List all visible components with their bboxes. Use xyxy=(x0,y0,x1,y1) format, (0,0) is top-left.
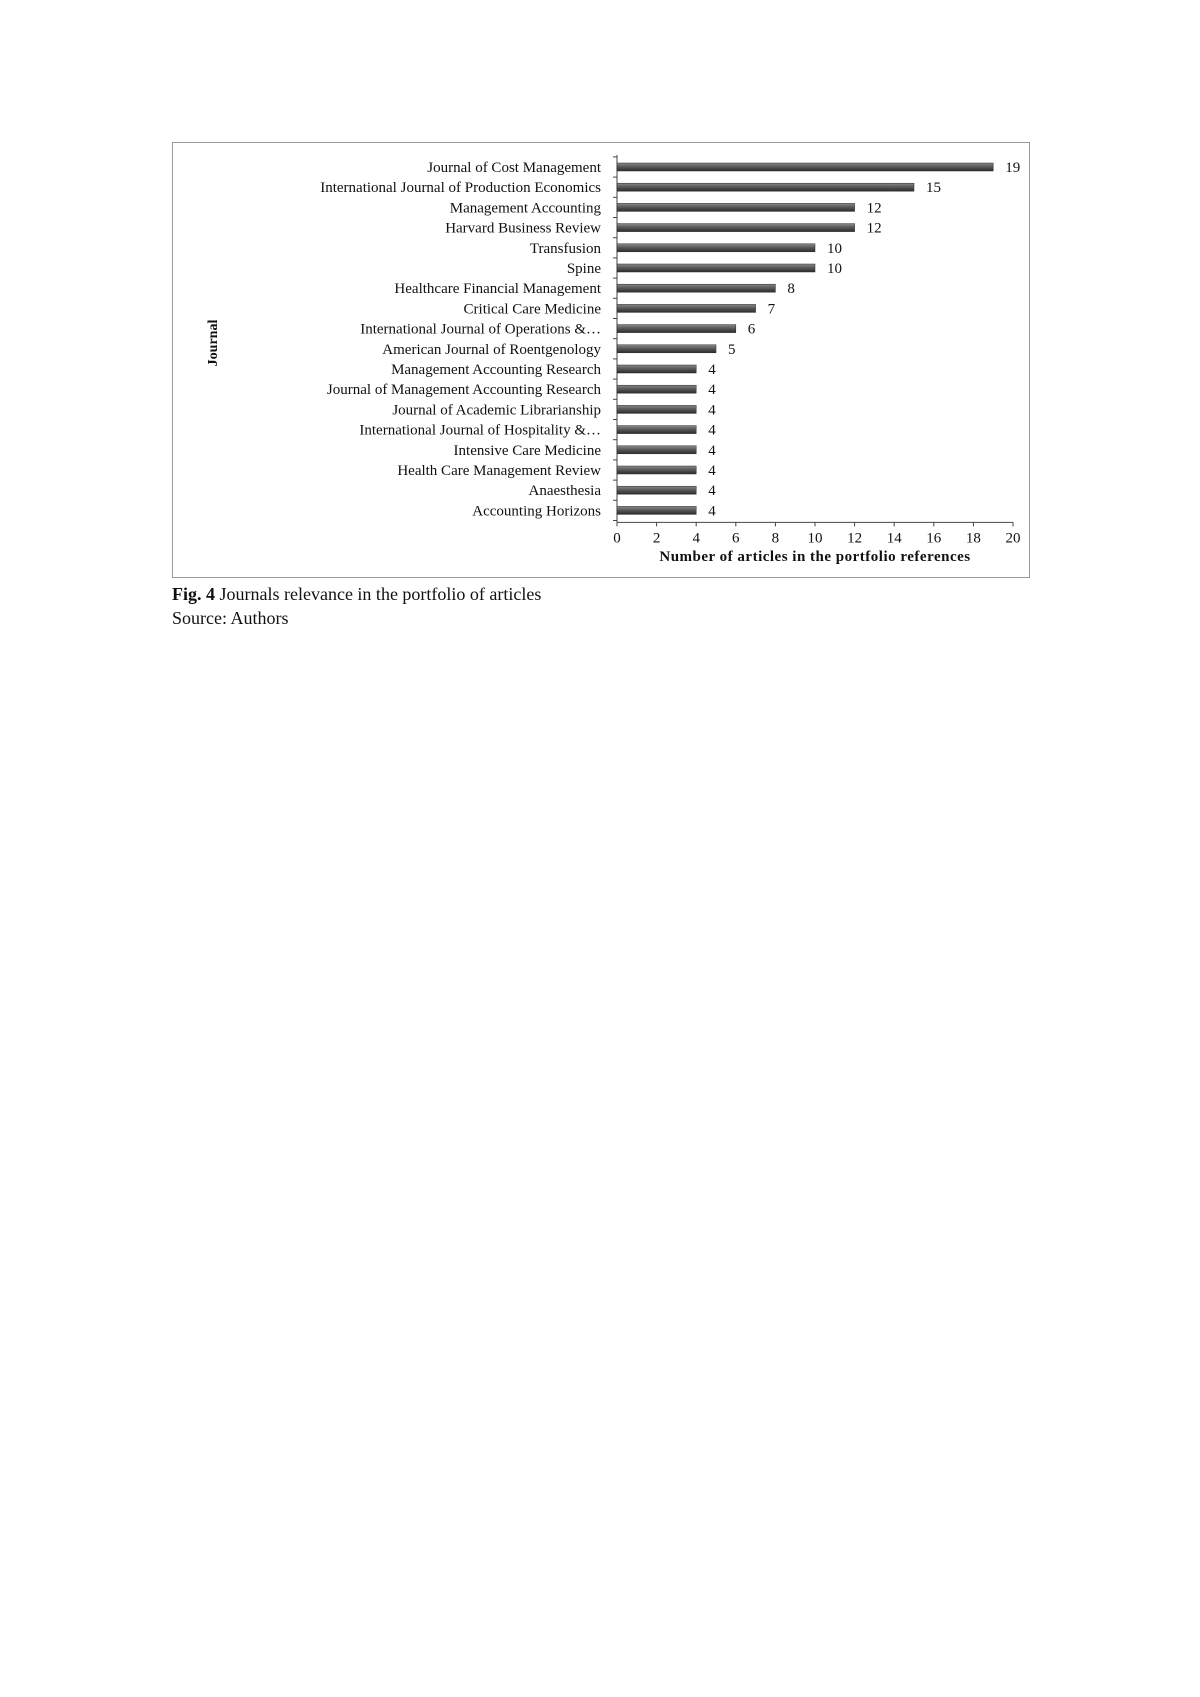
data-label: 6 xyxy=(747,321,756,338)
x-tick-label: 0 xyxy=(613,530,621,547)
x-tick-label: 10 xyxy=(807,530,823,547)
category-label: International Journal of Operations &… xyxy=(360,321,601,338)
data-label: 7 xyxy=(767,301,776,318)
category-label: Health Care Management Review xyxy=(397,463,601,479)
data-label: 4 xyxy=(708,483,716,500)
category-label: Spine xyxy=(566,261,601,277)
bar xyxy=(617,163,993,171)
data-label: 4 xyxy=(708,442,716,459)
x-tick-label: 18 xyxy=(965,530,981,547)
category-label: Accounting Horizons xyxy=(472,503,601,520)
x-axis-title: Number of articles in the portfolio references xyxy=(659,549,971,565)
category-label: Anaesthesia xyxy=(528,483,601,500)
figure-caption-text: Journals relevance in the portfolio of articles xyxy=(219,584,542,604)
x-tick-label: 8 xyxy=(771,530,780,547)
bar xyxy=(617,345,716,353)
bar xyxy=(617,446,696,454)
category-label: Critical Care Medicine xyxy=(463,301,601,318)
x-tick-label: 2 xyxy=(652,530,661,547)
data-label: 4 xyxy=(708,503,716,520)
category-label: American Journal of Roentgenology xyxy=(382,341,601,358)
figure-source: Source: Authors xyxy=(172,608,289,628)
x-tick-label: 12 xyxy=(847,530,863,547)
bar xyxy=(617,365,696,373)
data-label: 5 xyxy=(728,341,736,358)
data-label: 12 xyxy=(866,220,882,237)
category-label: Journal of Cost Management xyxy=(427,160,601,176)
x-tick-label: 4 xyxy=(692,530,700,547)
bar xyxy=(617,426,696,434)
x-tick-label: 14 xyxy=(886,530,902,547)
bar xyxy=(617,264,815,272)
bar xyxy=(617,224,855,232)
category-label: Healthcare Financial Management xyxy=(394,281,601,298)
bar xyxy=(617,244,815,252)
bar xyxy=(617,203,855,211)
bar xyxy=(617,486,696,494)
x-tick-label: 20 xyxy=(1005,530,1021,547)
figure-caption xyxy=(172,582,541,630)
data-label: 10 xyxy=(827,240,842,257)
chart-frame xyxy=(172,142,1030,578)
bar-chart xyxy=(173,143,1031,579)
bar xyxy=(617,183,914,191)
data-label: 10 xyxy=(827,261,842,277)
data-label: 4 xyxy=(708,463,716,479)
bar xyxy=(617,304,756,312)
category-label: Intensive Care Medicine xyxy=(453,442,601,459)
data-label: 4 xyxy=(708,402,716,419)
category-label: International Journal of Hospitality &… xyxy=(359,422,601,439)
data-label: 4 xyxy=(708,382,716,399)
bar xyxy=(617,506,696,514)
category-label: Management Accounting Research xyxy=(391,362,601,378)
data-label: 8 xyxy=(787,281,795,298)
bar xyxy=(617,385,696,393)
x-tick-label: 6 xyxy=(732,530,740,547)
figure-number: Fig. 4 xyxy=(172,584,215,604)
bar xyxy=(617,405,696,413)
category-label: International Journal of Production Economics xyxy=(320,180,601,197)
category-label: Journal of Academic Librarianship xyxy=(392,402,601,419)
data-label: 12 xyxy=(866,200,882,217)
bar xyxy=(617,466,696,474)
bar xyxy=(617,325,736,333)
category-label: Harvard Business Review xyxy=(445,220,601,237)
data-label: 4 xyxy=(708,362,716,378)
data-label: 19 xyxy=(1005,160,1021,176)
data-label: 15 xyxy=(926,180,941,197)
bar xyxy=(617,284,775,292)
category-label: Management Accounting xyxy=(449,200,601,217)
category-label: Journal of Management Accounting Research xyxy=(326,382,601,399)
category-label: Transfusion xyxy=(529,240,601,257)
x-tick-label: 16 xyxy=(926,530,942,547)
y-axis-title: Journal xyxy=(206,319,221,367)
data-label: 4 xyxy=(708,422,716,439)
